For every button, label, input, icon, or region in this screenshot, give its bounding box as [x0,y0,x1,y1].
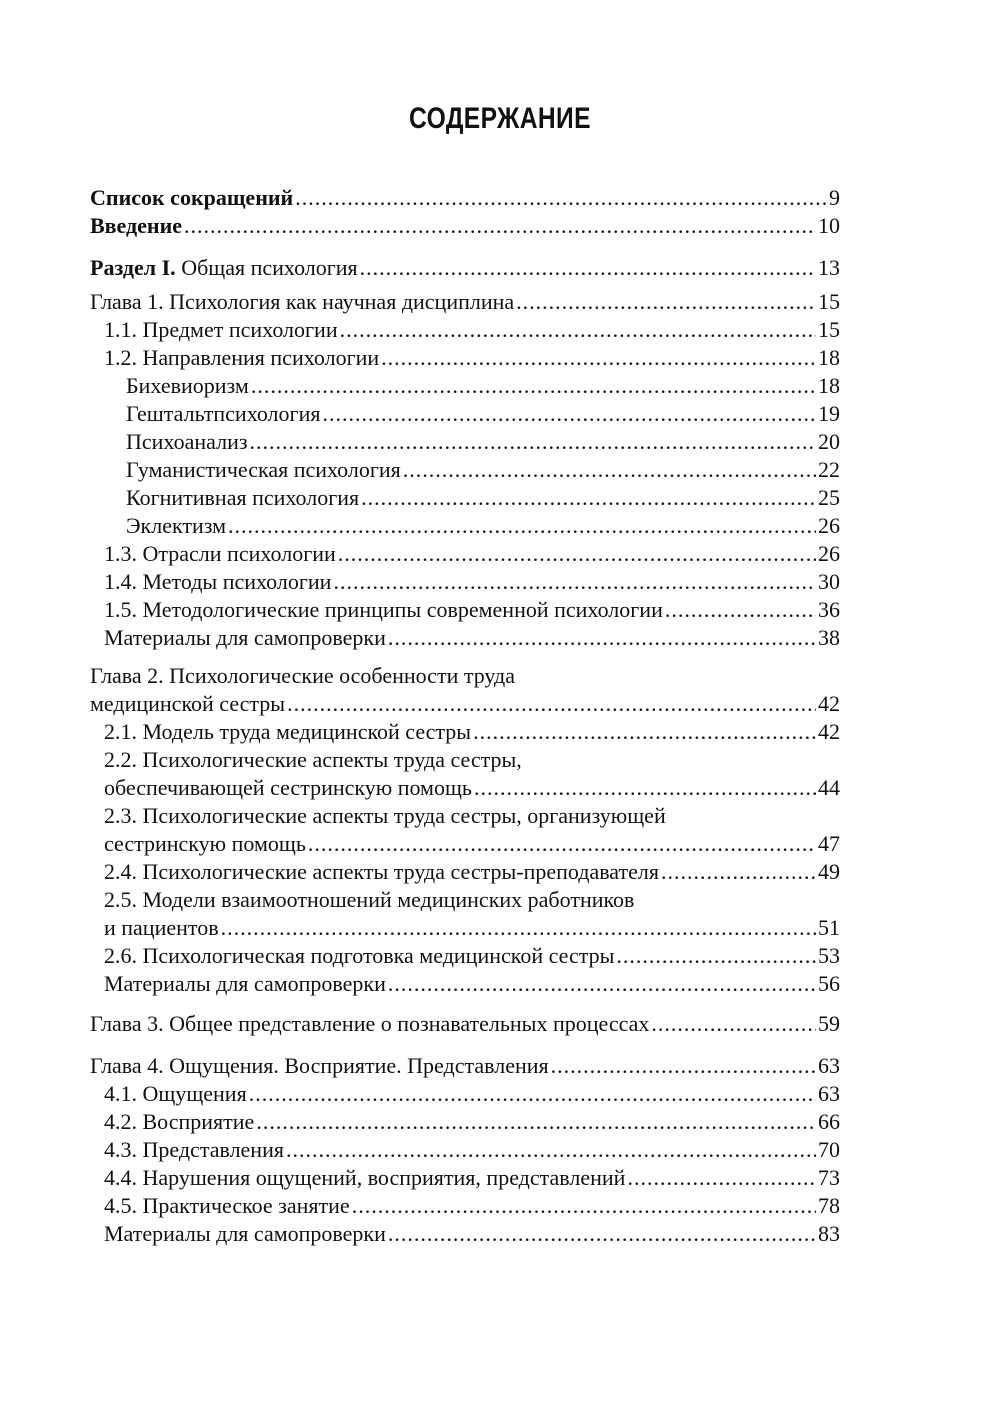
toc-entry-label: 4.5. Практическое занятие [104,1193,350,1218]
toc-entry-label: Глава 1. Психология как научная дисциплина [90,289,515,314]
toc-entry-label: 2.4. Психологические аспекты труда сестры-преподавателя [104,859,659,884]
toc-entry-page: 63 [818,1081,840,1106]
toc-entry-self-check-2[interactable] [90,970,840,998]
leader-dots [322,400,816,428]
leader-dots [221,914,816,942]
leader-dots [352,1192,816,1220]
toc-entry-1-4[interactable] [90,568,840,596]
toc-entry-label: 1.2. Направления психологии [104,345,380,370]
toc-entry-page: 59 [818,1011,840,1036]
toc-entry-1-3[interactable] [90,540,840,568]
toc-entry-4-4[interactable] [90,1164,840,1192]
toc-entry-2-4[interactable] [90,858,840,886]
toc-entry-label: Бихевиоризм [126,373,249,398]
toc-entry-label: Глава 4. Ощущения. Восприятие. Представления [90,1053,549,1078]
toc-entry-page: 44 [818,775,840,800]
toc-entry-label: обеспечивающей сестринскую помощь [104,775,472,800]
toc-entry-4-2[interactable] [90,1108,840,1136]
toc-entry-2-5[interactable] [90,886,840,942]
toc-entry-label-line1: 2.3. Психологические аспекты труда сестры, организующей [104,803,666,828]
leader-dots [333,568,816,596]
leader-dots [251,372,816,400]
toc-entry-label [90,184,293,212]
toc-entry-cognitive[interactable] [90,484,840,512]
toc-entry-page: 49 [818,859,840,884]
toc-entry-label [90,254,358,282]
toc-entry-page: 25 [818,485,840,510]
toc-entry-label: 4.4. Нарушения ощущений, восприятия, представлений [104,1165,626,1190]
toc-entry-page: 38 [818,625,840,650]
leader-dots [388,970,816,998]
toc-entry-abbreviations[interactable] [90,184,840,212]
toc-entry-page: 66 [818,1109,840,1134]
toc-entry-1-2[interactable] [90,344,840,372]
leader-dots [473,718,816,746]
toc-entry-label: Материалы для самопроверки [104,1221,386,1246]
spacer [90,1038,840,1052]
toc-entry-label: Материалы для самопроверки [104,625,386,650]
toc-entry-page: 36 [818,597,840,622]
leader-dots [474,774,816,802]
toc-entry-section-1[interactable] [90,254,840,282]
toc-entry-label: Гуманистическая психология [126,457,401,482]
toc-entry-gestalt[interactable] [90,400,840,428]
spacer [90,652,840,662]
leader-dots [360,254,816,282]
toc-entry-page: 15 [818,289,840,314]
toc-entry-4-3[interactable] [90,1136,840,1164]
toc-entry-label: 1.5. Методологические принципы современной психологии [104,597,663,622]
toc-entry-chapter-3[interactable] [90,1010,840,1038]
toc-entry-page: 15 [818,317,840,342]
toc-entry-psychoanalysis[interactable] [90,428,840,456]
toc-entry-label-bold: Список сокращений [90,185,294,210]
leader-dots [338,540,816,568]
toc-entry-2-2[interactable] [90,746,840,802]
toc-entry-page: 42 [818,691,840,716]
toc-entry-4-1[interactable] [90,1080,840,1108]
toc-entry-label: 4.3. Представления [104,1137,284,1162]
leader-dots [249,1080,816,1108]
toc-entry-introduction[interactable] [90,212,840,240]
toc-entry-1-5[interactable] [90,596,840,624]
toc-entry-page: 30 [818,569,840,594]
leader-dots [516,288,816,316]
toc-entry-label: и пациентов [104,915,219,940]
toc-entry-behaviorism[interactable] [90,372,840,400]
toc-entry-page: 83 [818,1221,840,1246]
toc-entry-page: 73 [818,1165,840,1190]
toc-entry-self-check-1[interactable] [90,624,840,652]
toc-entry-chapter-1[interactable] [90,288,840,316]
toc-entry-page: 53 [818,943,840,968]
toc-entry-page: 9 [829,185,840,210]
toc-entry-self-check-4[interactable] [90,1220,840,1248]
leader-dots [228,512,816,540]
toc-entry-label: 4.2. Восприятие [104,1109,255,1134]
leader-dots [286,1136,816,1164]
toc-entry-4-5[interactable] [90,1192,840,1220]
toc-entry-page: 42 [818,719,840,744]
toc-entry-label: медицинской сестры [90,691,286,716]
toc-entry-eclecticism[interactable] [90,512,840,540]
leader-dots [381,344,816,372]
leader-dots [551,1052,816,1080]
toc-entry-label-line1: Глава 2. Психологические особенности труда [90,663,516,688]
toc-entry-label: 2.1. Модель труда медицинской сестры [104,719,472,744]
toc-entry-label: 4.1. Ощущения [104,1081,247,1106]
toc-entry-chapter-2[interactable] [90,662,840,718]
toc-entry-page: 18 [818,373,840,398]
toc-entry-label: сестринскую помощь [104,831,306,856]
toc-entry-page: 63 [818,1053,840,1078]
leader-dots [665,596,816,624]
toc-entry-label: 2.6. Психологическая подготовка медицинской сестры [104,943,615,968]
toc-entry-label-bold: Раздел I. [90,255,176,280]
toc-entry-1-1[interactable] [90,316,840,344]
toc-entry-label: Когнитивная психология [126,485,360,510]
leader-dots [256,1108,816,1136]
toc-entry-page: 26 [818,513,840,538]
toc-entry-page: 70 [818,1137,840,1162]
leader-dots [340,316,816,344]
toc-entry-2-1[interactable] [90,718,840,746]
toc-entry-label: 1.4. Методы психологии [104,569,332,594]
toc-entry-label-line1: 2.5. Модели взаимоотношений медицинских работников [104,887,635,912]
toc-entry-label: Глава 3. Общее представление о познавательных процессах [90,1011,650,1036]
toc-entry-page: 18 [818,345,840,370]
leader-dots [627,1164,816,1192]
leader-dots [250,428,816,456]
leader-dots [388,624,816,652]
spacer [90,240,840,254]
leader-dots [184,212,816,240]
toc-entry-page: 47 [818,831,840,856]
toc-entry-label: Материалы для самопроверки [104,971,386,996]
leader-dots [388,1220,816,1248]
toc-entry-label-text: Общая психология [175,255,358,280]
leader-dots [661,858,816,886]
toc-entry-2-6[interactable] [90,942,840,970]
table-of-contents [90,184,840,1248]
toc-entry-page: 51 [818,915,840,940]
toc-entry-label-bold: Введение [90,213,183,238]
toc-entry-label: 1.1. Предмет психологии [104,317,338,342]
toc-entry-chapter-4[interactable] [90,1052,840,1080]
leader-dots [361,484,816,512]
toc-entry-label: Эклектизм [126,513,227,538]
toc-entry-page: 26 [818,541,840,566]
leader-dots [287,690,816,718]
toc-entry-page: 22 [818,457,840,482]
toc-entry-label: 1.3. Отрасли психологии [104,541,336,566]
leader-dots [308,830,816,858]
leader-dots [616,942,816,970]
toc-entry-label [90,212,182,240]
toc-entry-page: 56 [818,971,840,996]
toc-entry-label-line1: 2.2. Психологические аспекты труда сестры, [104,747,522,772]
toc-entry-label: Психоанализ [126,429,248,454]
toc-entry-label: Гештальтпсихология [126,401,321,426]
leader-dots [295,184,827,212]
toc-entry-2-3[interactable] [90,802,840,858]
page-title: СОДЕРЖАНИЕ [409,102,591,135]
toc-entry-page: 13 [818,255,840,280]
toc-entry-page: 78 [818,1193,840,1218]
toc-entry-page: 19 [818,401,840,426]
toc-entry-page: 20 [818,429,840,454]
spacer [90,998,840,1010]
toc-entry-page: 10 [818,213,840,238]
toc-entry-humanistic[interactable] [90,456,840,484]
leader-dots [403,456,816,484]
leader-dots [651,1010,816,1038]
